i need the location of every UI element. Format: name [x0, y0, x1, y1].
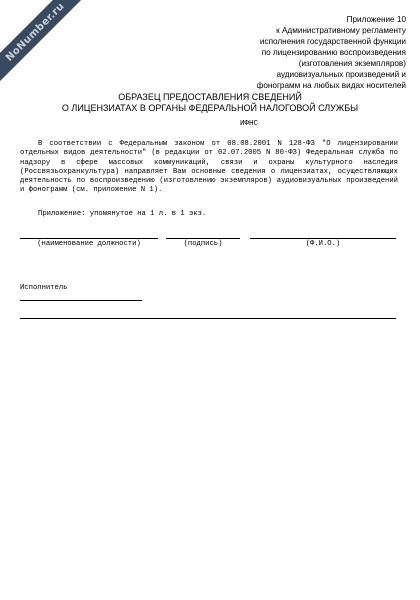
signature-line	[166, 238, 240, 239]
watermark-ribbon	[0, 0, 88, 85]
addressee: ИФНС	[240, 120, 259, 128]
document-title	[0, 92, 420, 114]
appendix-header	[166, 14, 406, 91]
attachment-note: Приложение: упомянутое на 1 л. в 1 экз.	[38, 210, 207, 218]
appendix-line: фонограмм на любых видах носителей	[256, 81, 406, 90]
appendix-line: Приложение 10	[346, 15, 406, 24]
body-paragraph: В соответствии с Федеральным законом от 08.08.2001 N 128-ФЗ "О лицензировании отдельных видов деятельности" (в редакции от 02.07.2005 N 80-ФЗ) Федеральная служба по надзору в сфере массовых коммуникаций, связи и охраны культурного наследия (Россвязьохранкультура) направляет Вам основные сведения о лицензиатах, осуществляющих деятельность по воспроизведению (изготовлению экземпляров) аудиовизуальных произведений и фонограмм (см. приложение N 1).	[20, 140, 398, 195]
executor-label: Исполнитель	[20, 284, 68, 292]
title-line-2: О ЛИЦЕНЗИАТАХ В ОРГАНЫ ФЕДЕРАЛЬНОЙ НАЛОГОВОЙ СЛУЖБЫ	[61, 103, 359, 113]
appendix-line: к Административному регламенту	[276, 26, 406, 35]
position-line	[20, 238, 158, 239]
appendix-line: аудиовизуальных произведений и	[276, 70, 406, 79]
bottom-divider	[20, 318, 396, 319]
name-label: (Ф.И.О.)	[305, 240, 341, 248]
name-line	[250, 238, 396, 239]
watermark-text: NoNumber.ru	[3, 0, 67, 64]
title-line-1: ОБРАЗЕЦ ПРЕДОСТАВЛЕНИЯ СВЕДЕНИЙ	[118, 92, 302, 102]
appendix-line: по лицензированию воспроизведения	[261, 48, 406, 57]
signature-label: (подпись)	[183, 240, 223, 248]
executor-line	[20, 300, 142, 301]
appendix-line: исполнения государственной функции	[259, 37, 406, 46]
position-label: (наименование должности)	[37, 240, 141, 248]
appendix-line: (изготовления экземпляров)	[298, 59, 406, 68]
